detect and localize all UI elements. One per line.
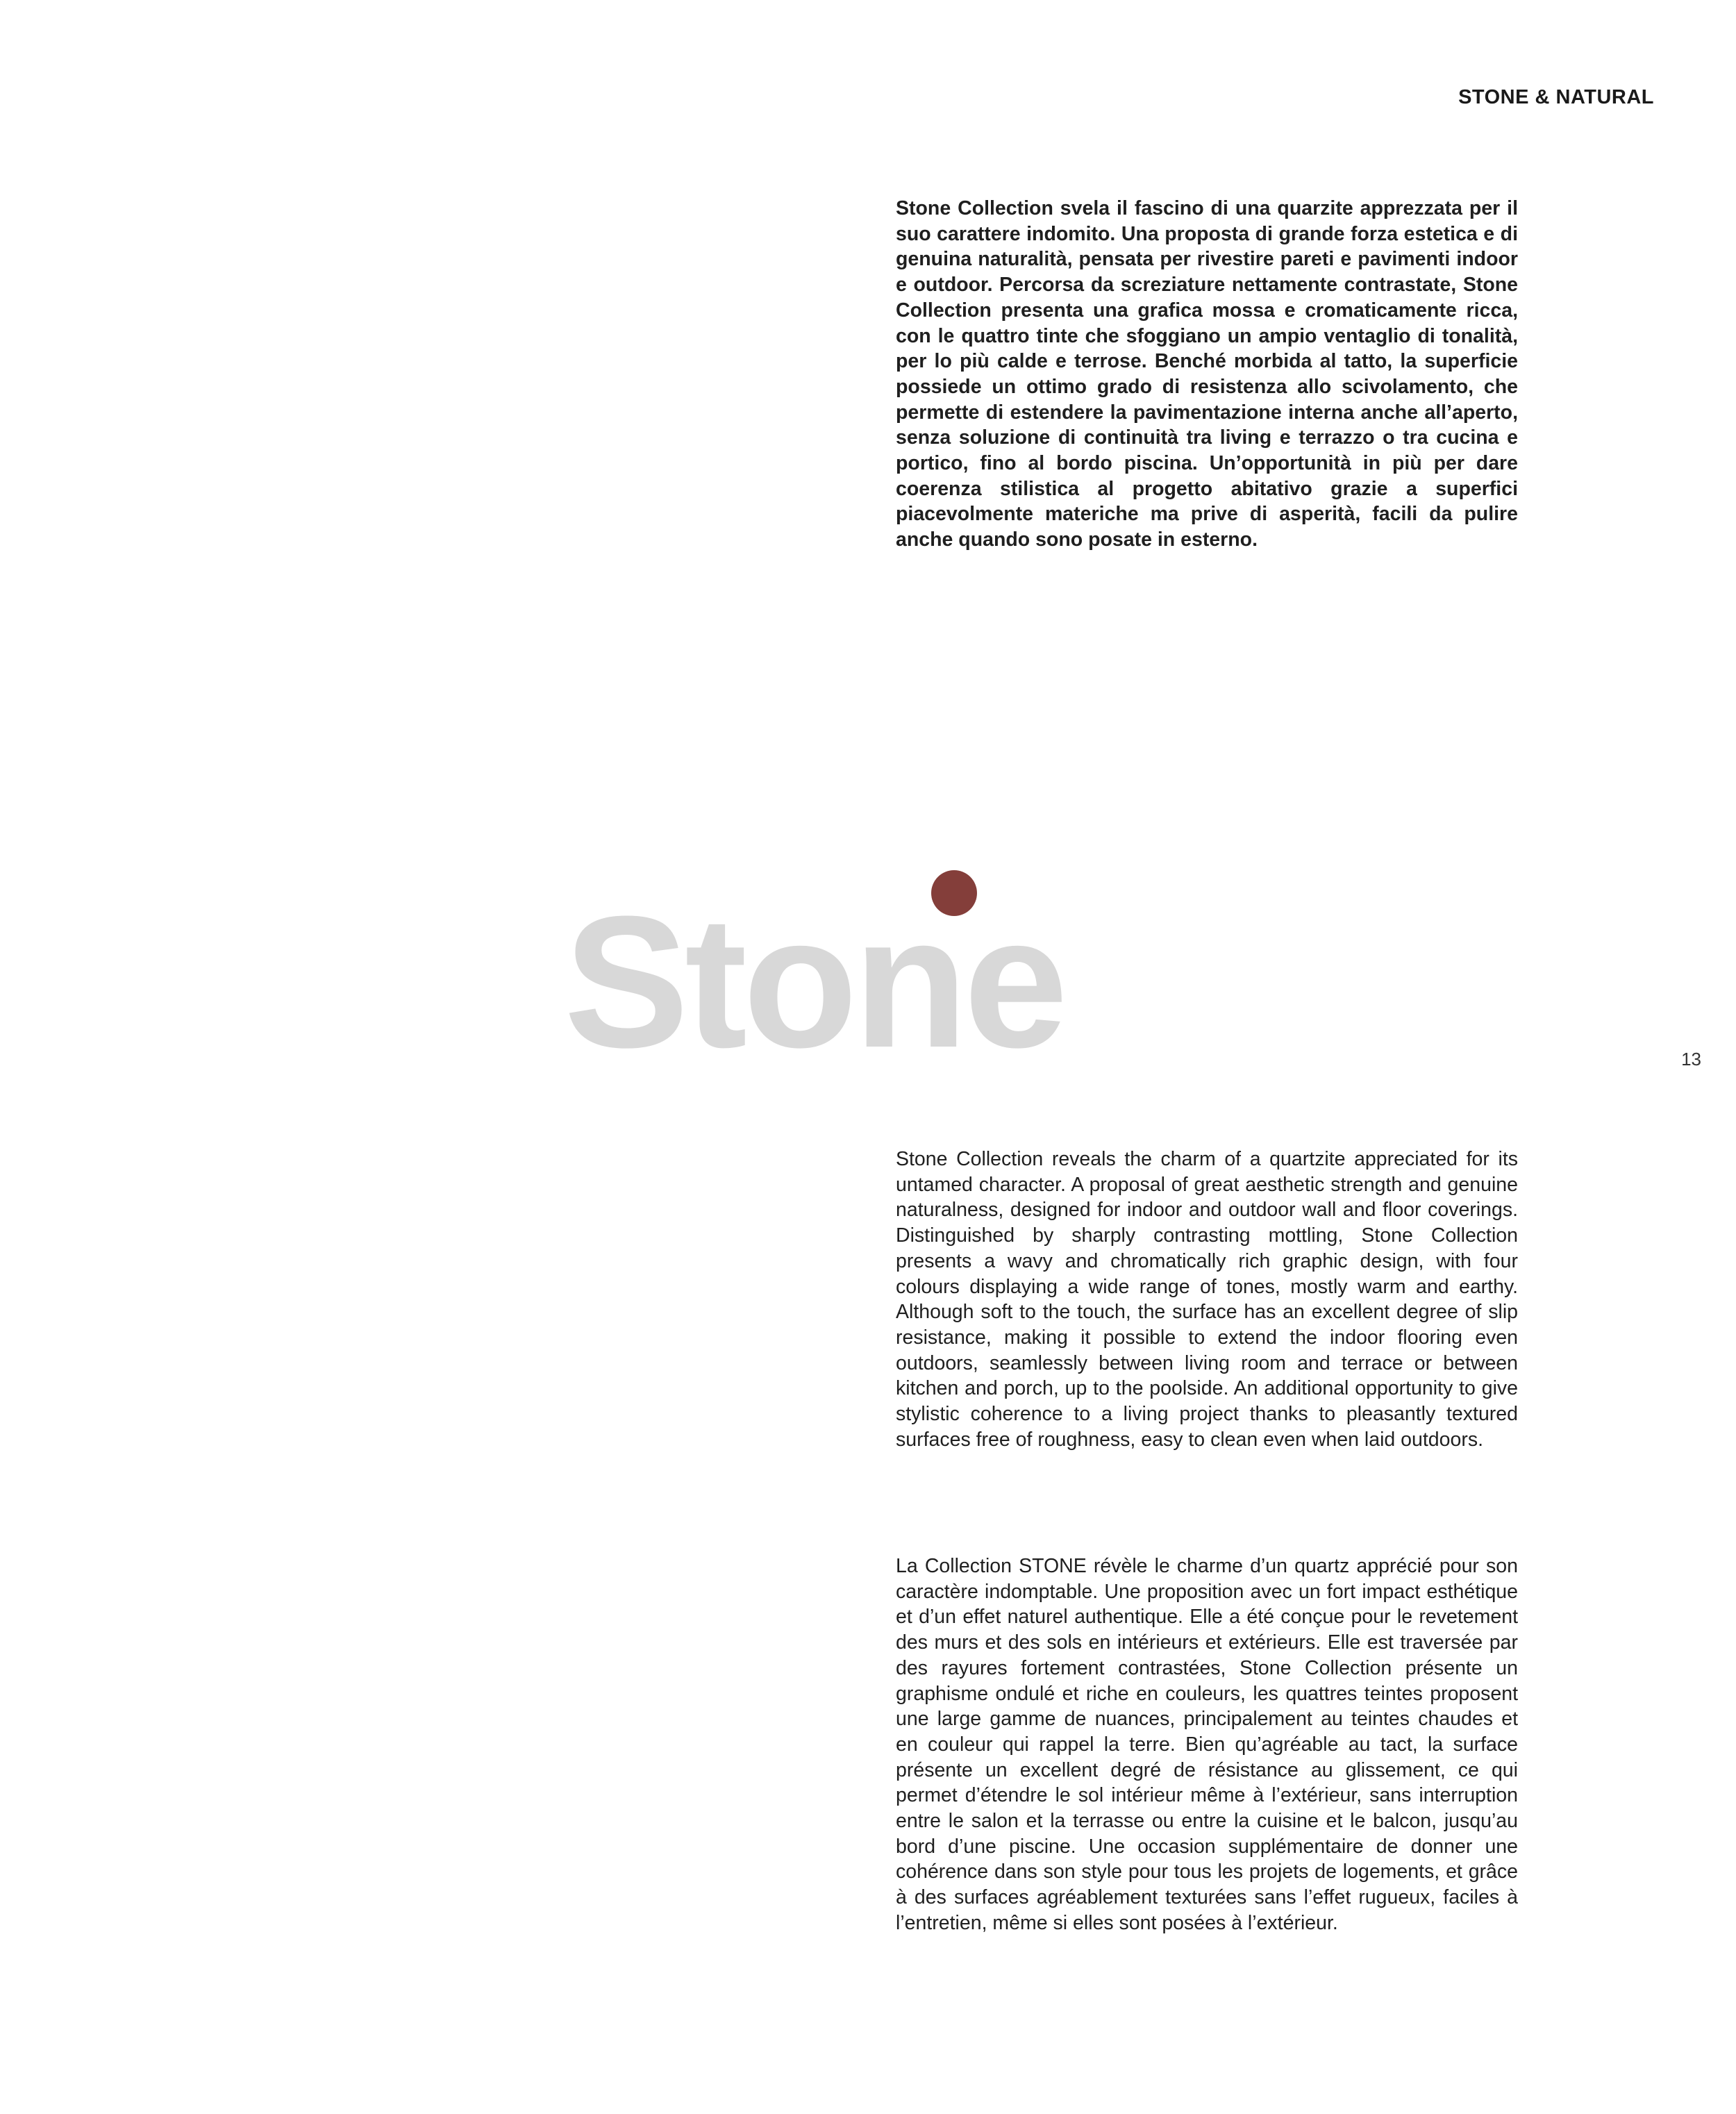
english-paragraph: Stone Collection reveals the charm of a quartzite appreciated for its untamed character. A proposal of great aesthetic strength and genuine naturalness, designed for indoor and outdoor wall and floor coverings. Distinguished by sharply contrasting mottling, Stone Collection presents a wavy and chromatically rich graphic design, with four colours displaying a wide range of tones, mostly warm and earthy. Although soft to the touch, the surface has an excellent degree of slip resistance, making it possible to extend the indoor flooring even outdoors, seamlessly between living room and terrace or between kitchen and porch, up to the poolside. An additional opportunity to give stylistic coherence to a living project thanks to pleasantly textured surfaces free of roughness, easy to clean even when laid outdoors. bbox=[896, 1148, 1518, 1451]
french-paragraph: La Collection STONE révèle le charme d’un quartz apprécié pour son caractère indomptable. Une proposition avec un fort impact esthétique et d’un effet naturel authentique. Elle a été conçue pour le revetement des murs et des sols en intérieurs et extérieurs. Elle est traversée par des rayures fortement contrastées, Stone Collection présente un graphisme ondulé et riche en couleurs, les quattres teintes proposent une large gamme de nuances, principalement au teintes chaudes et en couleur qui rappel la terre. Bien qu’agréable au tact, la surface présente un excellent degré de résistance au glissement, ce qui permet d’étendre le sol intérieur même à l’extérieur, sans interruption entre le salon et la terrasse ou entre la cuisine et le balcon, jusqu’au bord d’une piscine. Une occasion supplémentaire de donner une cohérence dans son style pour tous les projets de logements, et grâce à des surfaces agréablement texturées sans l’effet rugueux, faciles à l’entretien, même si elles sont posées à l’extérieur. bbox=[896, 1555, 1518, 1934]
italian-description bbox=[896, 196, 1518, 553]
french-description bbox=[896, 1554, 1518, 1936]
section-label: STONE & NATURAL bbox=[1458, 86, 1654, 108]
collection-title: Stone bbox=[564, 878, 1065, 1087]
italian-paragraph: Stone Collection svela il fascino di una quarzite apprezzata per il suo carattere indomito. Una proposta di grande forza estetica e di genuina naturalità, pensata per rivestire pareti e pavimenti indoor e outdoor. Percorsa da screziature nettamente contrastate, Stone Collection presenta una grafica mossa e cromaticamente ricca, con le quattro tinte che sfoggiano un ampio ventaglio di tonalità, per lo più calde e terrose. Benché morbida al tatto, la superficie possiede un ottimo grado di resistenza allo scivolamento, che permette di estendere la pavimentazione interna anche all’aperto, senza soluzione di continuità tra living e terrazzo o tra cucina e portico, fino al bordo piscina. Un’opportunità in più per dare coerenza stilistica al progetto abitativo grazie a superfici piacevolmente materiche ma prive di asperità, facili da pulire anche quando sono posate in esterno. bbox=[896, 197, 1518, 551]
page-number: 13 bbox=[1681, 1049, 1701, 1070]
english-description bbox=[896, 1147, 1518, 1452]
